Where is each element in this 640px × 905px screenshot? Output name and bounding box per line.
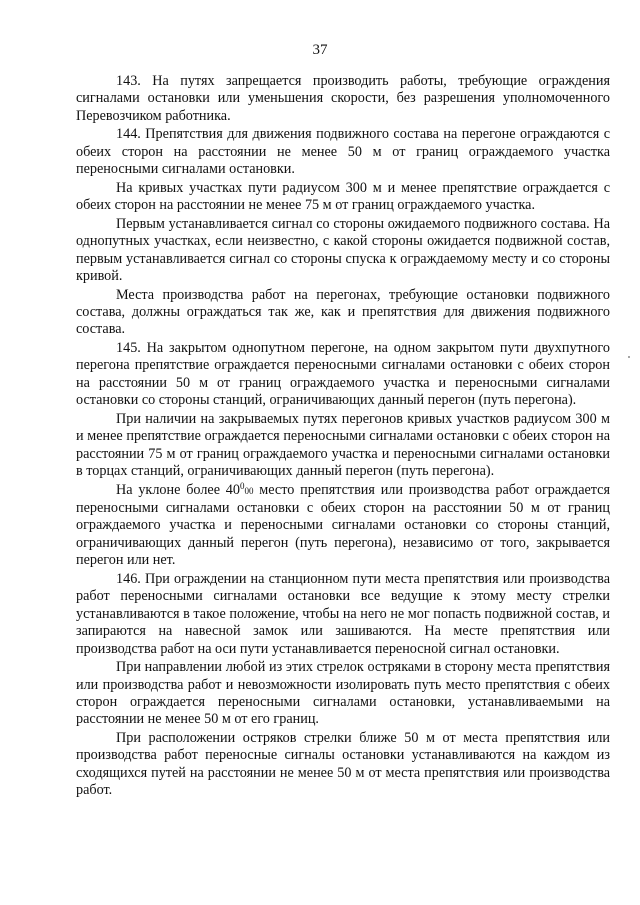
permille-sup: 0	[239, 480, 245, 491]
paragraph-switch-proximity: При расположении остряков стрелки ближе 50 м от места препятствия или производства работ переносные сигналы остановки устанавливаются на каждом из сходящихся путей на расстоянии не менее 50 м от места препятствия или производства работ.	[76, 729, 610, 799]
scan-speck	[628, 356, 630, 358]
paragraph-143: 143. На путях запрещается производить работы, требующие ограждения сигналами остановки или уменьшения скорости, без разрешения уполномоченного Перевозчиком работника.	[76, 73, 610, 124]
document-body	[76, 73, 610, 800]
paragraph-146: 146. При ограждении на станционном пути места препятствия или производства работ переносными сигналами остановки все ведущие к этому месту стрелки устанавливаются в такое положение, чтобы на него не мог попасть подвижной состав, и запираются на навесной замок или зашиваются. На месте препятствия или производства работ на оси пути устанавливается переносной сигнал остановки.	[76, 570, 610, 657]
paragraph-first-signal: Первым устанавливается сигнал со стороны ожидаемого подвижного состава. На однопутных участках, если неизвестно, с какой стороны ожидается подвижной состав, первым устанавливается сигнал со стороны спуска к ограждаемому месту и со стороны кривой.	[76, 215, 610, 285]
gradient-text-after: место препятствия или производства работ ограждается переносными сигналами остановки с обеих сторон на расстоянии 50 м от границ ограждаемого участка и переносными сигналами остановки со стороны станций, ограничивающих данный перегон (путь перегона), независимо от того, закрывается перегон или нет.	[76, 481, 610, 569]
gradient-text-before: На уклоне более 40	[116, 481, 240, 498]
permille-sub: 00	[244, 485, 254, 496]
paragraph-work-places: Места производства работ на перегонах, требующие остановки подвижного состава, должны ограждаться так же, как и препятствия для движения подвижного состава.	[76, 286, 610, 338]
paragraph-closed-curves: При наличии на закрываемых путях перегонов кривых участков радиусом 300 м и менее препятствие ограждается переносными сигналами остановки с обеих сторон на расстоянии 75 м от границ ограждаемого участка и переносными сигналами остановки в торцах станций, ограничивающих данный перегон (путь перегона).	[76, 410, 610, 480]
page-number: 37	[312, 42, 328, 58]
paragraph-145: 145. На закрытом однопутном перегоне, на одном закрытом пути двухпутного перегона препятствие ограждается переносными сигналами остановки с обеих сторон на расстоянии 50 м от границ ограждаемого участка и переносными сигналами остановки со стороны станций, ограничивающих данный перегон (путь перегона).	[76, 340, 610, 409]
paragraph-switch-direction: При направлении любой из этих стрелок остряками в сторону места препятствия или производства работ и невозможности изолировать путь место препятствия с обеих сторон ограждается переносными сигналами остановки, устанавливаемыми на расстоянии не менее 50 м от его границ.	[76, 659, 610, 728]
paragraph-curved-sections: На кривых участках пути радиусом 300 м и менее препятствие ограждается с обеих сторон на расстоянии не менее 75 м от границ ограждаемого участка.	[76, 179, 610, 214]
paragraph-144: 144. Препятствия для движения подвижного состава на перегоне ограждаются с обеих сторон на расстоянии не менее 50 м от границ ограждаемого участка переносными сигналами остановки.	[76, 126, 610, 178]
paragraph-gradient	[76, 482, 610, 570]
